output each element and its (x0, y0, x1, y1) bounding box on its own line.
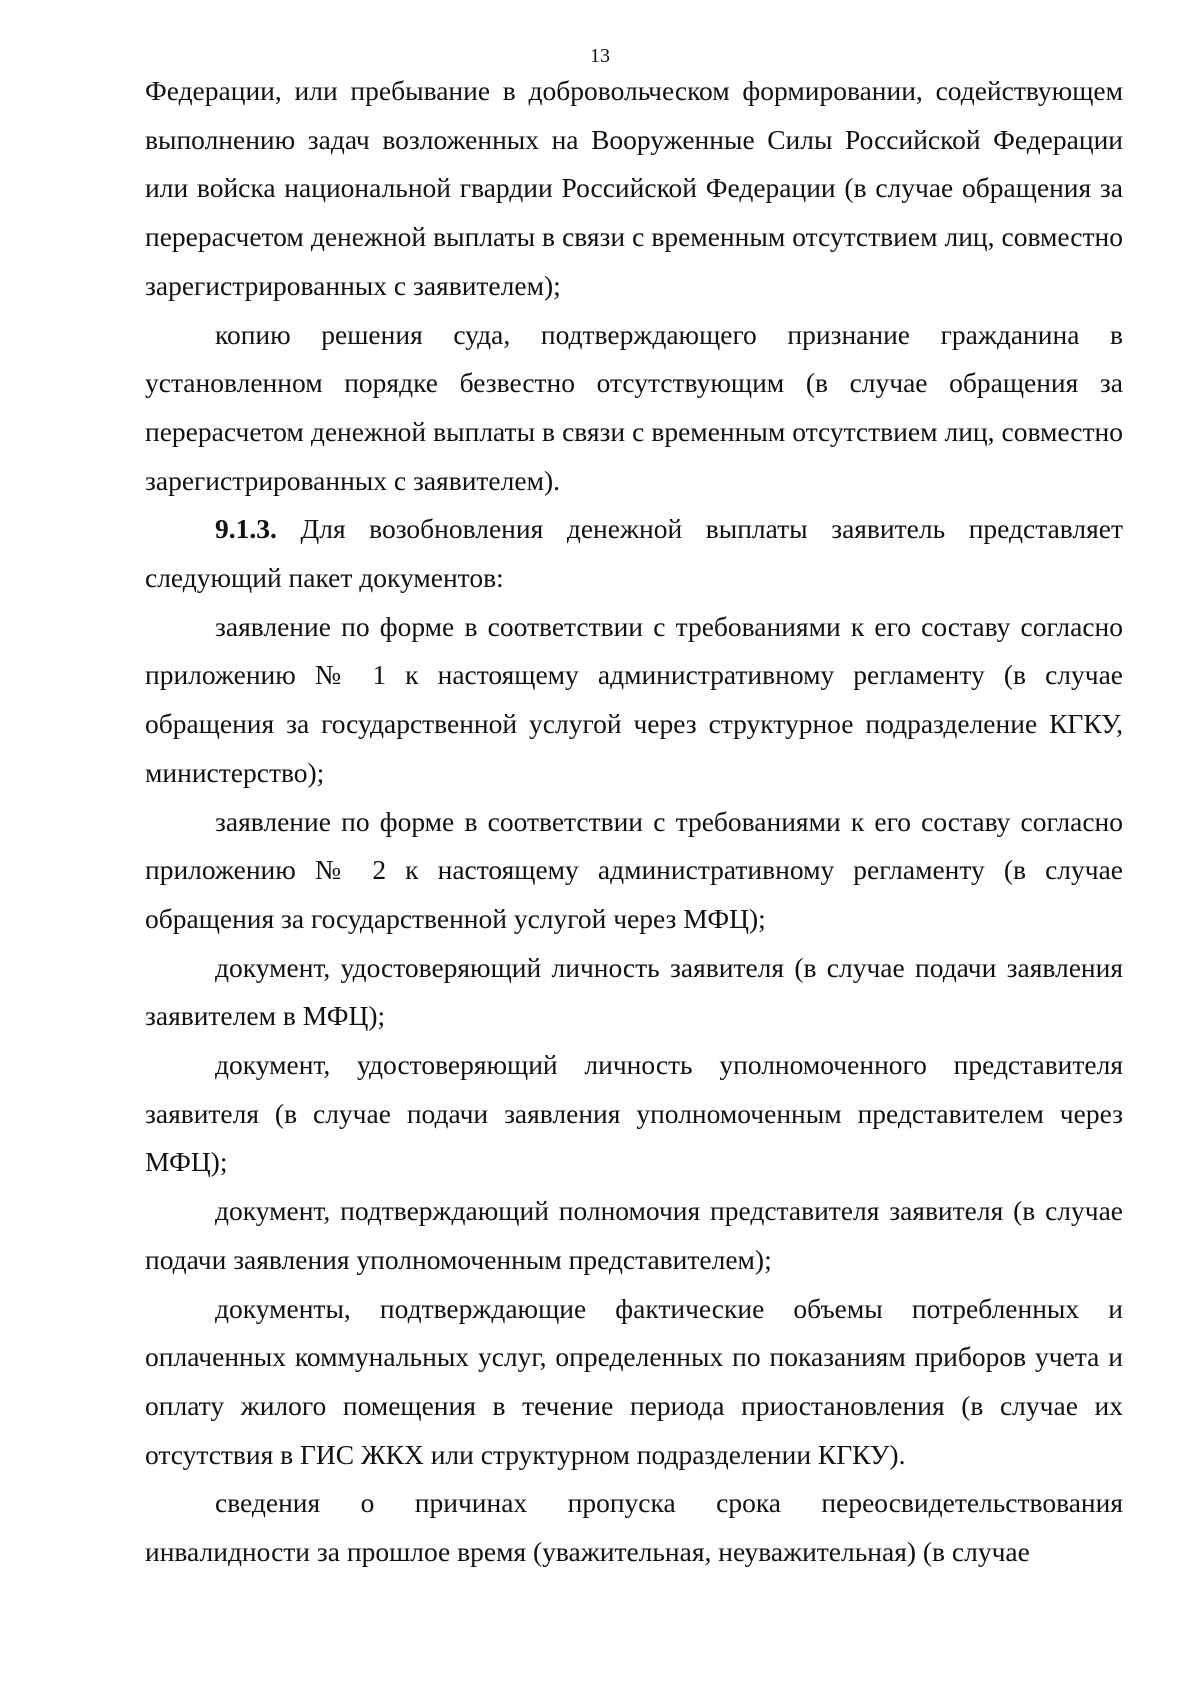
paragraph-court-decision-copy: копию решения суда, подтверждающего признание гражданина в установленном порядке безвестно отсутствующим (в случае обращения за перерасчетом денежной выплаты в связи с временным отсутствием лиц, совместно зарегистрированных с заявителем). (145, 318, 1123, 496)
page-number: 13 (590, 45, 610, 67)
paragraph-application-form-1: заявление по форме в соответствии с требованиями к его составу согласно приложению № 1 к настоящему административному регламенту (в случае обращения за государственной услугой через структурное подразделение КГКУ, министерство); (145, 610, 1123, 788)
document-body (145, 67, 1123, 1577)
paragraph-application-form-2: заявление по форме в соответствии с требованиями к его составу согласно приложению № 2 к настоящему административному регламенту (в случае обращения за государственной услугой через МФЦ); (145, 805, 1123, 934)
paragraph-section-9-1-3 (145, 505, 1123, 602)
section-text: Для возобновления денежной выплаты заявитель представляет следующий пакет документов: (145, 513, 1123, 594)
paragraph-utility-documents: документы, подтверждающие фактические объемы потребленных и оплаченных коммунальных услуг, определенных по показаниям приборов учета и оплату жилого помещения в течение периода приостановления (в случае их отсутствия в ГИС ЖКХ или структурном подразделении КГКУ). (145, 1292, 1123, 1470)
paragraph-reexamination-reasons: сведения о причинах пропуска срока переосвидетельствования инвалидности за прошлое время (уважительная, неуважительная) (в случае (145, 1487, 1123, 1568)
paragraph-representative-authority: документ, подтверждающий полномочия представителя заявителя (в случае подачи заявления уполномоченным представителем); (145, 1195, 1123, 1275)
paragraph-representative-id: документ, удостоверяющий личность уполномоченного представителя заявителя (в случае подачи заявления уполномоченным представителем через МФЦ); (145, 1049, 1123, 1178)
paragraph-applicant-id: документ, удостоверяющий личность заявителя (в случае подачи заявления заявителем в МФЦ); (145, 951, 1123, 1032)
section-number: 9.1.3. (215, 513, 277, 545)
paragraph-continuation: Федерации, или пребывание в добровольческом формировании, содействующем выполнению задач возложенных на Вооруженные Силы Российской Федерации или войска национальной гвардии Российской Федерации (в случае обращения за перерасчетом денежной выплаты в связи с временным отсутствием лиц, совместно зарегистрированных с заявителем); (145, 75, 1123, 301)
